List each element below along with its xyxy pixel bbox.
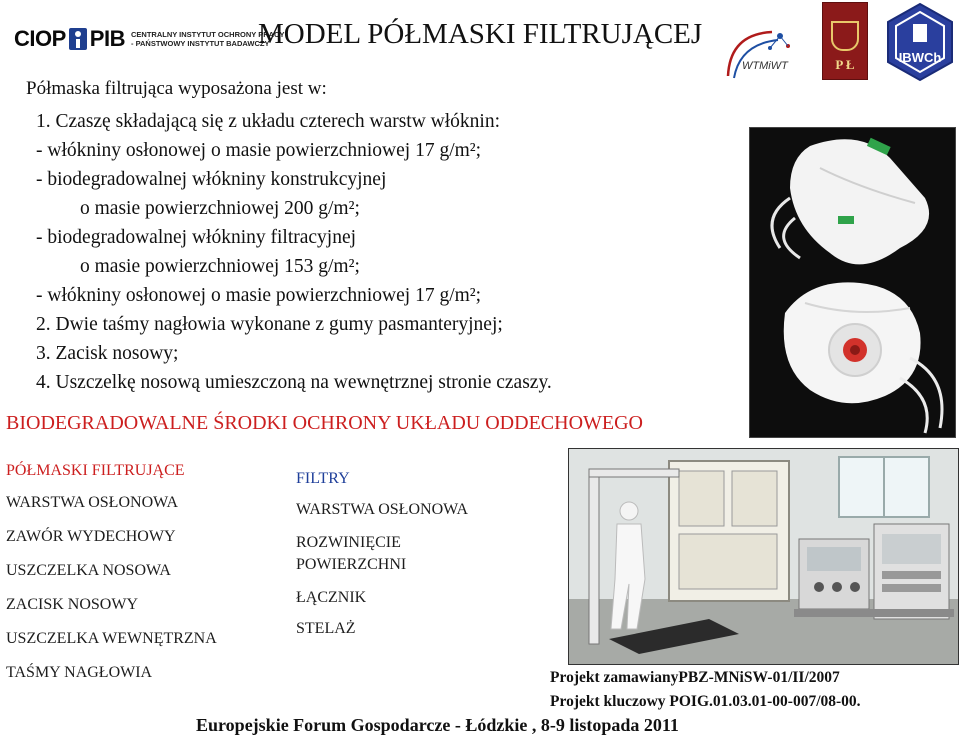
list-item: ROZWINIĘCIE [296,534,401,551]
list-item: o masie powierzchniowej 200 g/m²; [80,198,360,219]
ciop-logo-mark [14,26,125,52]
list-item: WARSTWA OSŁONOWA [296,501,468,518]
filters-column [296,470,468,651]
ibwch-label: IBWCh [898,50,942,65]
list-item: 3. Zacisk nosowy; [36,343,179,364]
politechnika-lodzka-logo [822,2,868,80]
ciop-pib-logo [14,26,284,52]
list-item: ZAWÓR WYDECHOWY [6,528,176,545]
equipment-list [36,107,552,397]
laboratory-photo [568,448,959,665]
list-item: - włókniny osłonowej o masie powierzchniowej 17 g/m²; [36,140,482,161]
list-item: 4. Uszczelkę nosową umieszczoną na wewnętrznej stronie czaszy. [36,372,552,393]
list-item: - włókniny osłonowej o masie powierzchniowej 17 g/m²; [36,285,482,306]
list-item: USZCZELKA WEWNĘTRZNA [6,630,217,647]
list-item: ZACISK NOSOWY [6,596,138,613]
list-item: TAŚMY NAGŁOWIA [6,664,153,681]
list-item: - biodegradowalnej włókniny filtracyjnej [36,227,357,248]
list-item: STELAŻ [296,620,356,637]
page-title: MODEL PÓŁMASKI FILTRUJĄCEJ [258,18,703,50]
list-item: POWIERZCHNI [296,556,407,573]
ciop-logo-right: PIB [89,26,125,51]
wtmiwt-label: WTMiWT [742,60,788,72]
list-item: o masie powierzchniowej 153 g/m²; [80,256,360,277]
project-line: Projekt kluczowy POIG.01.03.01-00-007/08-00. [550,693,861,710]
list-item: 2. Dwie taśmy nagłowia wykonane z gumy pasmanteryjnej; [36,314,503,335]
list-item: - biodegradowalnej włókniny konstrukcyjnej [36,169,387,190]
ciop-logo-line2: - PAŃSTWOWY INSTYTUT BADAWCZY [130,39,270,48]
project-info [550,666,861,714]
intro-text: Półmaska filtrująca wyposażona jest w: [26,78,327,99]
ciop-logo-line1: CENTRALNY INSTYTUT OCHRONY PRACY [130,30,285,39]
list-item: 1. Czaszę składającą się z układu czterech warstw włóknin: [36,111,501,132]
section-heading: BIODEGRADOWALNE ŚRODKI OCHRONY UKŁADU ODDECHOWEGO [6,412,643,434]
ciop-logo-left: CIOP [14,26,66,51]
wtmiwt-logo [720,24,804,86]
column-heading: FILTRY [296,470,350,487]
column-heading: PÓŁMASKI FILTRUJĄCE [6,462,185,479]
half-mask-photo [749,127,956,438]
crest-icon [831,21,859,51]
half-masks-column [6,462,217,698]
list-item: USZCZELKA NOSOWA [6,562,171,579]
project-line: Projekt zamawianyPBZ-MNiSW-01/II/2007 [550,669,840,686]
pl-logo-text: P Ł [835,57,855,72]
list-item: WARSTWA OSŁONOWA [6,494,178,511]
person-icon [69,28,87,50]
list-item: ŁĄCZNIK [296,589,367,606]
list-item-group [296,532,468,576]
ibwch-logo [884,2,956,82]
footer-text: Europejskie Forum Gospodarcze - Łódzkie , 8-9 listopada 2011 [196,715,679,735]
